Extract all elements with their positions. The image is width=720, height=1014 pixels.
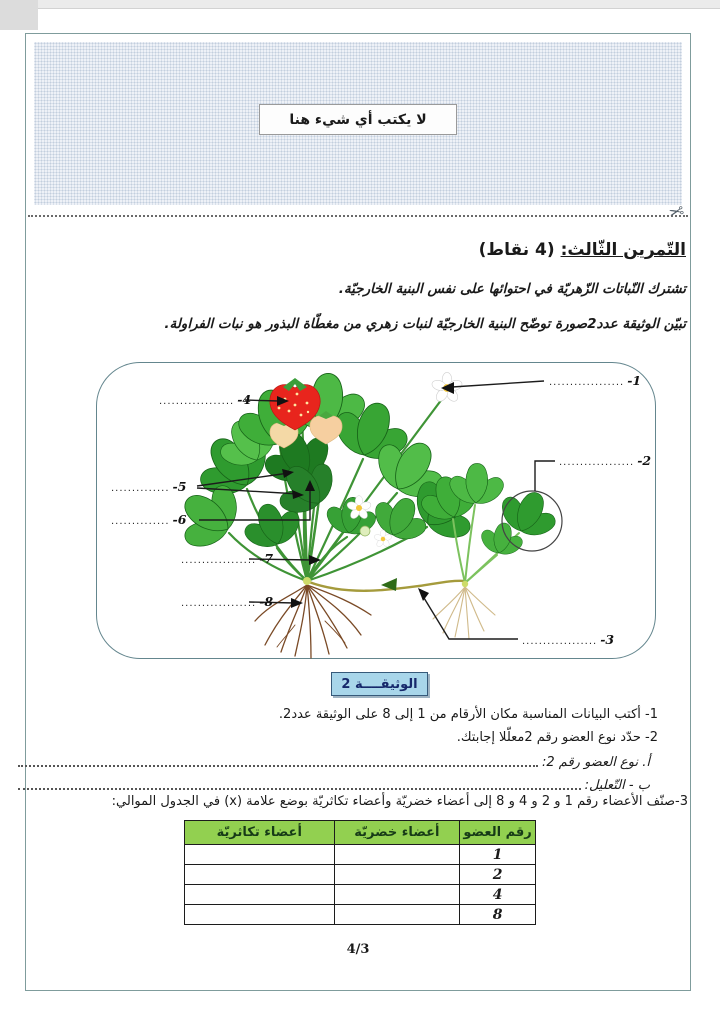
- cut-dotted-line: [28, 215, 688, 217]
- vegetative-cell: [334, 865, 460, 885]
- exercise-title-text: التّمرين الثّالث:: [560, 240, 686, 260]
- question-3: 3-صنّف الأعضاء رقم 1 و 2 و 4 و 8 إلى أعضاء خضريّة وأعضاء تكاثريّة بوضع علامة (x) في الجدول الموالي:: [111, 794, 688, 809]
- vegetative-cell: [334, 905, 460, 925]
- organ-classification-table: [184, 820, 536, 925]
- flower-bud: [360, 526, 370, 536]
- diagram-label-1: .................. -1: [549, 373, 642, 388]
- exercise-title: [479, 240, 686, 260]
- table-row: [185, 865, 536, 885]
- reproductive-cell: [185, 865, 335, 885]
- vegetative-cell: [334, 885, 460, 905]
- document-2-caption-text: الوثيقــــة 2: [341, 676, 418, 692]
- answer-dotted-leader: [18, 765, 538, 767]
- no-write-hatched-zone: [34, 42, 682, 205]
- vegetative-cell: [334, 845, 460, 865]
- document-2-caption: [331, 672, 428, 696]
- question-2: 2- حدّد نوع العضو رقم 2معلّلا إجابتك.: [456, 730, 658, 745]
- exercise-points: (4 نقاط): [478, 240, 555, 260]
- diagram-label-6: .............. -6: [111, 512, 187, 527]
- table-row: [185, 905, 536, 925]
- diagram-label-8: .................. -8: [181, 594, 274, 609]
- organ-number-cell: 4: [460, 885, 536, 905]
- stolon-runner: [309, 578, 465, 591]
- scissors-icon: ✂: [666, 200, 687, 225]
- table-header-row: [185, 821, 536, 845]
- intro-line-1: تشترك النّباتات الزّهريّة في احتوائها على نفس البنية الخارجيّة.: [338, 281, 686, 297]
- diagram-label-7: .................. -7: [181, 551, 274, 566]
- reproductive-cell: [185, 885, 335, 905]
- scan-corner-artifact: [0, 0, 38, 30]
- organ-number-cell: 8: [460, 905, 536, 925]
- page-frame: [25, 33, 691, 991]
- intro-line-2: تبيّن الوثيقة عدد2صورة توضّح البنية الخارجيّة لنبات زهري من مغطّاة البذور هو نبات الفراولة.: [164, 316, 686, 332]
- header-vegetative-organs: أعضاء خضريّة: [334, 821, 460, 845]
- strawberry-diagram-box: [96, 362, 656, 659]
- page-number: 4/3: [346, 942, 370, 957]
- organ-number-cell: 2: [460, 865, 536, 885]
- organ-number-cell: 1: [460, 845, 536, 865]
- answer-label-organ-type: أ. نوع العضو رقم 2:: [541, 755, 650, 770]
- answer-line-justification: [18, 773, 650, 793]
- main-plant-crown: [303, 577, 311, 585]
- header-reproductive-organs: أعضاء تكاثريّة: [185, 821, 335, 845]
- strawberry-plant-illustration: [97, 363, 657, 660]
- table-row: [185, 885, 536, 905]
- no-write-notice-box: [259, 104, 457, 135]
- diagram-label-5: .............. -5: [111, 479, 187, 494]
- scan-edge-artifact: [0, 0, 720, 9]
- no-write-notice-text: لا يكتب أي شيء هنا: [289, 111, 427, 128]
- table-row: [185, 845, 536, 865]
- header-organ-number: رقم العضو: [460, 821, 536, 845]
- reproductive-cell: [185, 845, 335, 865]
- reproductive-cell: [185, 905, 335, 925]
- diagram-label-3: .................. -3: [522, 632, 615, 647]
- answer-label-justification: ب - التّعليل:: [584, 778, 650, 793]
- diagram-label-2: .................. -2: [559, 453, 652, 468]
- question-1: 1- أكتب البيانات المناسبة مكان الأرقام من 1 إلى 8 على الوثيقة عدد2.: [278, 707, 658, 722]
- answer-line-organ-type: [18, 750, 650, 770]
- diagram-label-4: .................. -4: [159, 392, 252, 407]
- answer-dotted-leader: [18, 788, 581, 790]
